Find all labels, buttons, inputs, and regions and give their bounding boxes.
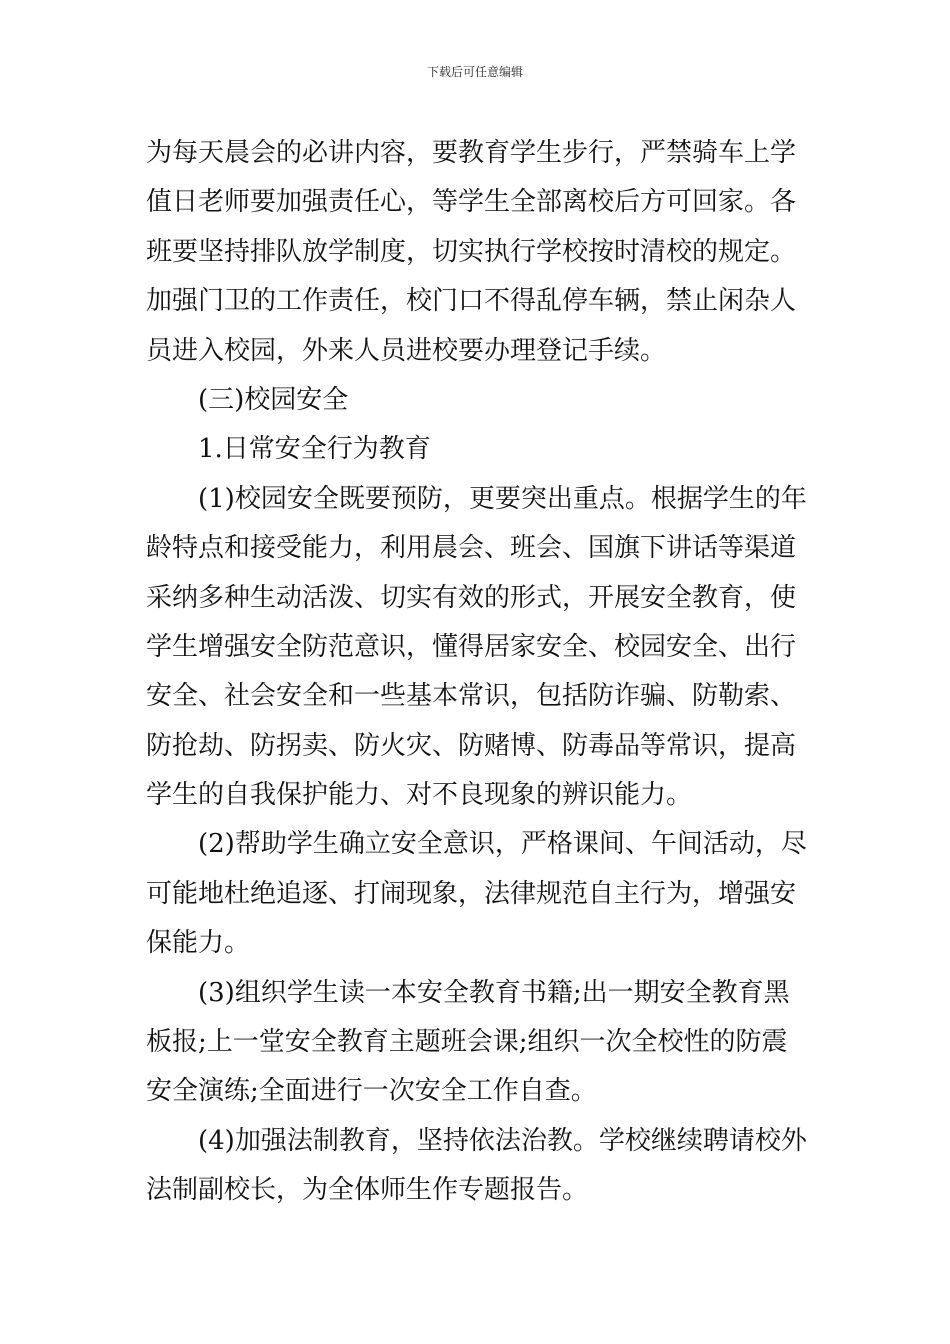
text-line: 法制副校长，为全体师生作专题报告。 xyxy=(146,1175,589,1206)
page-header-note: 下载后可任意编辑 xyxy=(426,65,523,79)
text-line: 采纳多种生动活泼、切实有效的形式，开展安全教育，使 xyxy=(146,582,797,613)
text-line: 安全演练;全面进行一次安全工作自查。 xyxy=(146,1076,597,1107)
text-line: 防抢劫、防拐卖、防火灾、防赌博、防毒品等常识，提高 xyxy=(146,730,797,761)
text-line: 可能地杜绝追逐、打闹现象，法律规范自主行为，增强安 xyxy=(146,878,797,909)
text-line: 安全、社会安全和一些基本常识，包括防诈骗、防勒索、 xyxy=(146,681,797,712)
text-line: (3)组织学生读一本安全教育书籍;出一期安全教育黑 xyxy=(198,977,790,1008)
text-line: (4)加强法制教育，坚持依法治教。学校继续聘请校外 xyxy=(198,1125,807,1156)
text-line: 加强门卫的工作责任，校门口不得乱停车辆，禁止闲杂人 xyxy=(146,286,797,317)
text-line: (三)校园安全 xyxy=(198,384,349,415)
text-line: 值日老师要加强责任心，等学生全部离校后方可回家。各 xyxy=(146,187,797,218)
text-line: 学生的自我保护能力、对不良现象的辨识能力。 xyxy=(146,780,693,811)
text-line: 1.日常安全行为教育 xyxy=(198,434,431,465)
text-line: 为每天晨会的必讲内容，要教育学生步行，严禁骑车上学 xyxy=(146,138,797,168)
text-line: 板报;上一堂安全教育主题班会课;组织一次全校性的防震 xyxy=(146,1027,788,1058)
text-line: 学生增强安全防范意识，懂得居家安全、校园安全、出行 xyxy=(146,631,797,662)
text-line: (2)帮助学生确立安全意识，严格课间、午间活动，尽 xyxy=(198,829,807,860)
text-line: 员进入校园，外来人员进校要办理登记手续。 xyxy=(146,335,667,366)
text-line: 班要坚持排队放学制度，切实执行学校按时清校的规定。 xyxy=(146,236,797,267)
document-body xyxy=(146,129,810,1216)
text-line: 保能力。 xyxy=(146,928,251,959)
text-line: 龄特点和接受能力，利用晨会、班会、国旗下讲话等渠道 xyxy=(146,533,797,564)
text-line: (1)校园安全既要预防，更要突出重点。根据学生的年 xyxy=(198,483,807,514)
